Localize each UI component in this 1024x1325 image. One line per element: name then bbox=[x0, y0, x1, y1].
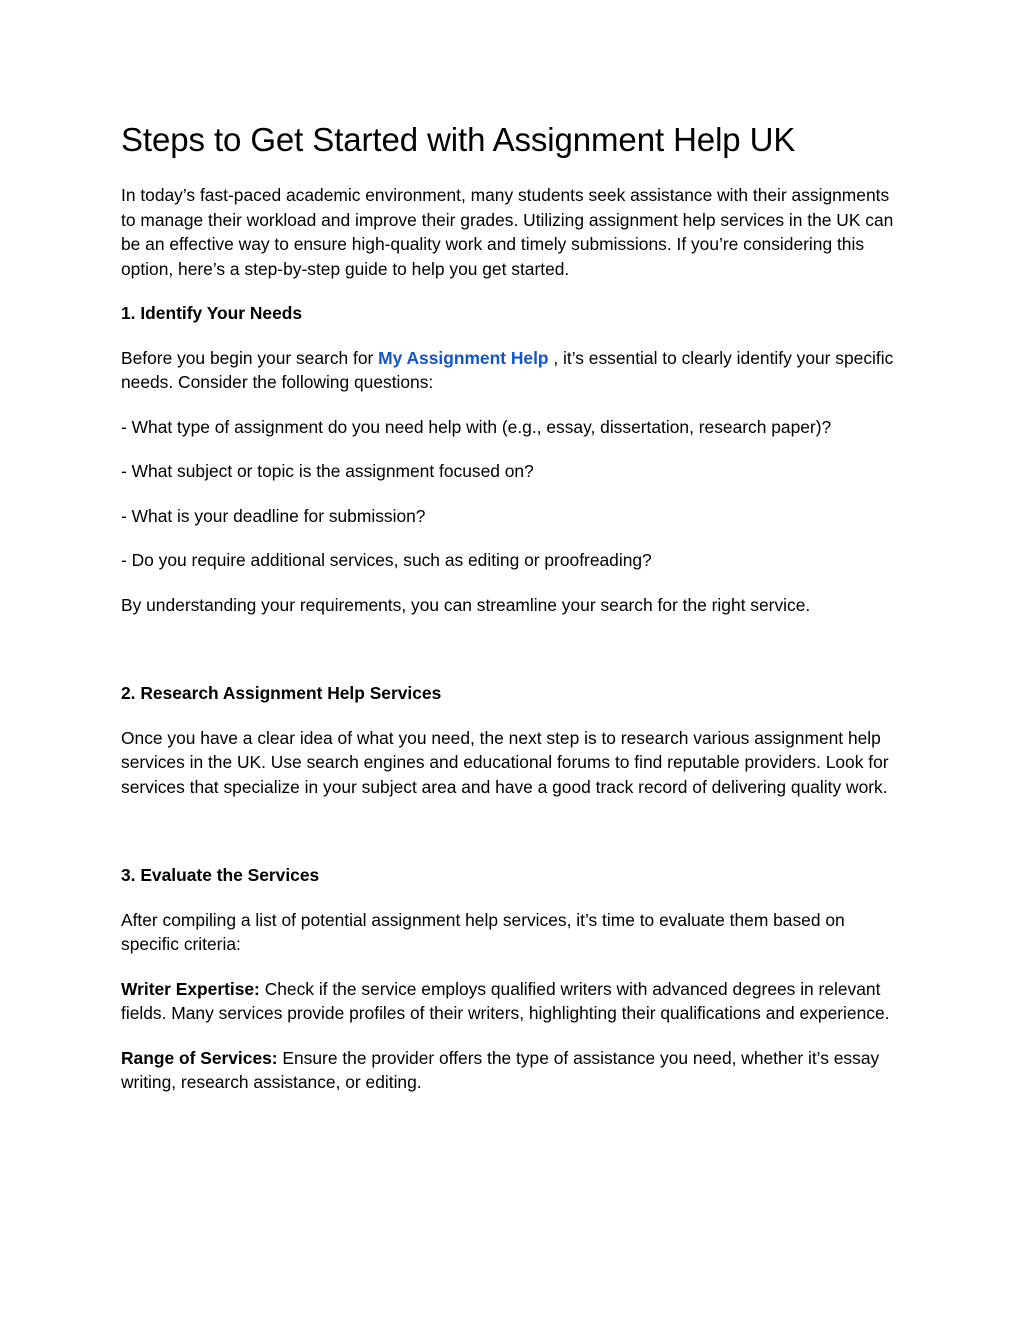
question-item: - Do you require additional services, such as editing or proofreading? bbox=[121, 550, 652, 570]
section-1-closing: By understanding your requirements, you can streamline your search for the right service. bbox=[121, 594, 811, 615]
intro-paragraph: In today’s fast-paced academic environment, many students seek assistance with their assignments to manage their workload and improve their grades. Utilizing assignment help services in the UK can be an effective way to ensure high-quality work and timely submissions. If you’re considering this option, here’s a step-by-step guide to help you get started. bbox=[121, 185, 894, 279]
criterion-text: Check if the service employs qualified writers with advanced degrees in relevant fields. Many services provide profiles of their writers, highlighting their qualifications and experience. bbox=[121, 978, 890, 1023]
criterion-label: Writer Expertise: bbox=[121, 978, 260, 999]
question-item: - What type of assignment do you need help with (e.g., essay, dissertation, research paper)? bbox=[121, 416, 832, 437]
criterion-label: Range of Services: bbox=[121, 1047, 278, 1068]
document-title: Steps to Get Started with Assignment Help UK bbox=[121, 121, 796, 158]
criterion-range-of-services bbox=[121, 1046, 904, 1095]
section-2-heading: 2. Research Assignment Help Services bbox=[121, 683, 442, 703]
section-1-text-before-link: Before you begin your search for bbox=[121, 347, 379, 368]
criterion-writer-expertise bbox=[121, 977, 904, 1026]
section-1-paragraph bbox=[121, 346, 904, 395]
section-2-paragraph: Once you have a clear idea of what you need, the next step is to research various assignment help services in the UK. Use search engines and educational forums to find reputable providers. Look for services that specialize in your subject area and have a good track record of delivering quality work. bbox=[121, 727, 889, 797]
question-item: - What is your deadline for submission? bbox=[121, 505, 426, 526]
section-spacer bbox=[121, 819, 904, 863]
section-1-text-after-link: , it’s essential to clearly identify your specific needs. Consider the following questions: bbox=[121, 347, 894, 392]
section-3-paragraph: After compiling a list of potential assignment help services, it’s time to evaluate them based on specific criteria: bbox=[121, 909, 845, 954]
my-assignment-help-link[interactable]: My Assignment Help bbox=[378, 347, 549, 368]
section-3-heading: 3. Evaluate the Services bbox=[121, 865, 320, 885]
section-spacer bbox=[121, 637, 904, 681]
section-1-heading: 1. Identify Your Needs bbox=[121, 303, 303, 323]
criterion-text: Ensure the provider offers the type of assistance you need, whether it’s essay writing, research assistance, or editing. bbox=[121, 1047, 880, 1092]
question-item: - What subject or topic is the assignment focused on? bbox=[121, 461, 534, 481]
